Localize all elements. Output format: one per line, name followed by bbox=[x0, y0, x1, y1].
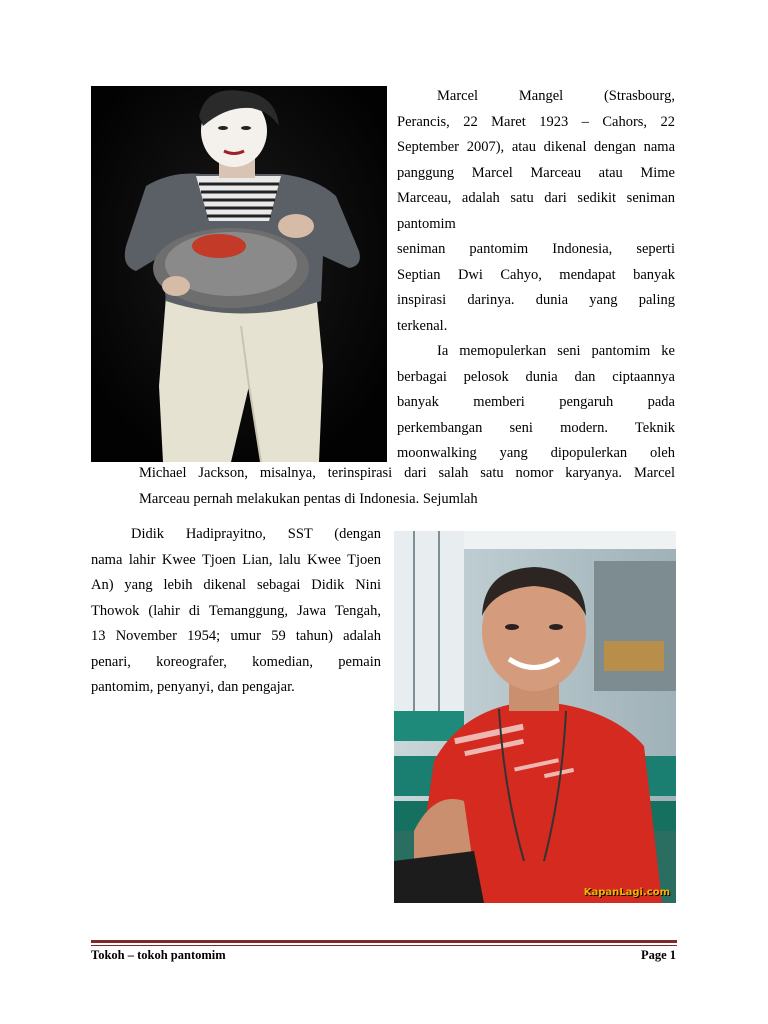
text-line: September 2007), atau dikenal dengan nama bbox=[397, 139, 675, 155]
text-line: terkenal. bbox=[397, 317, 448, 334]
text-line: Marceau pernah melakukan pentas di Indonesia. Sejumlah bbox=[139, 490, 478, 507]
footer-divider-thin bbox=[91, 945, 677, 946]
text-line: inspirasi darinya. dunia yang paling bbox=[397, 292, 675, 308]
text-line: An) yang lebih dikenal sebagai Didik Nini bbox=[91, 577, 381, 593]
text-line: Marcel Mangel (Strasbourg, bbox=[437, 88, 675, 104]
text-line: Perancis, 22 Maret 1923 – Cahors, 22 bbox=[397, 113, 675, 130]
footer-page-number: Page 1 bbox=[640, 948, 676, 962]
marceau-paragraph-wide bbox=[139, 461, 675, 512]
text-line: Marceau, adalah satu dari sedikit seniman bbox=[397, 190, 675, 206]
footer-title: Tokoh – tokoh pantomim bbox=[91, 948, 226, 962]
text-line: panggung Marcel Marceau atau Mime bbox=[397, 164, 675, 181]
text-line: moonwalking yang dipopulerkan oleh bbox=[397, 445, 675, 461]
text-line: Michael Jackson, misalnya, terinspirasi dari salah satu nomor karyanya. Marcel bbox=[139, 465, 675, 481]
text-line: pantomim bbox=[397, 215, 456, 232]
didik-nini-thowok-photo bbox=[394, 531, 676, 903]
text-line: banyak memberi pengaruh pada bbox=[397, 394, 675, 410]
footer-divider bbox=[91, 940, 677, 943]
text-line: pantomim, penyanyi, dan pengajar. bbox=[91, 679, 295, 695]
text-line: seniman pantomim Indonesia, seperti bbox=[397, 241, 675, 257]
text-line: Thowok (lahir di Temanggung, Jawa Tengah, bbox=[91, 602, 381, 619]
text-line: Didik Hadiprayitno, SST (dengan bbox=[131, 526, 381, 542]
text-line: nama lahir Kwee Tjoen Lian, lalu Kwee Tjoen bbox=[91, 551, 381, 568]
marcel-marceau-photo bbox=[91, 86, 387, 462]
text-line: Ia memopulerkan seni pantomim ke bbox=[437, 343, 675, 359]
text-line: perkembangan seni modern. Teknik bbox=[397, 419, 675, 436]
text-line: Septian Dwi Cahyo, mendapat banyak bbox=[397, 266, 675, 283]
didik-paragraph bbox=[91, 522, 381, 701]
text-line: berbagai pelosok dunia dan ciptaannya bbox=[397, 368, 675, 385]
text-line: penari, koreografer, komedian, pemain bbox=[91, 653, 381, 670]
marceau-paragraph-right bbox=[397, 84, 675, 467]
text-line: 13 November 1954; umur 59 tahun) adalah bbox=[91, 628, 381, 644]
photo-watermark: KapanLagi.com bbox=[583, 887, 670, 898]
